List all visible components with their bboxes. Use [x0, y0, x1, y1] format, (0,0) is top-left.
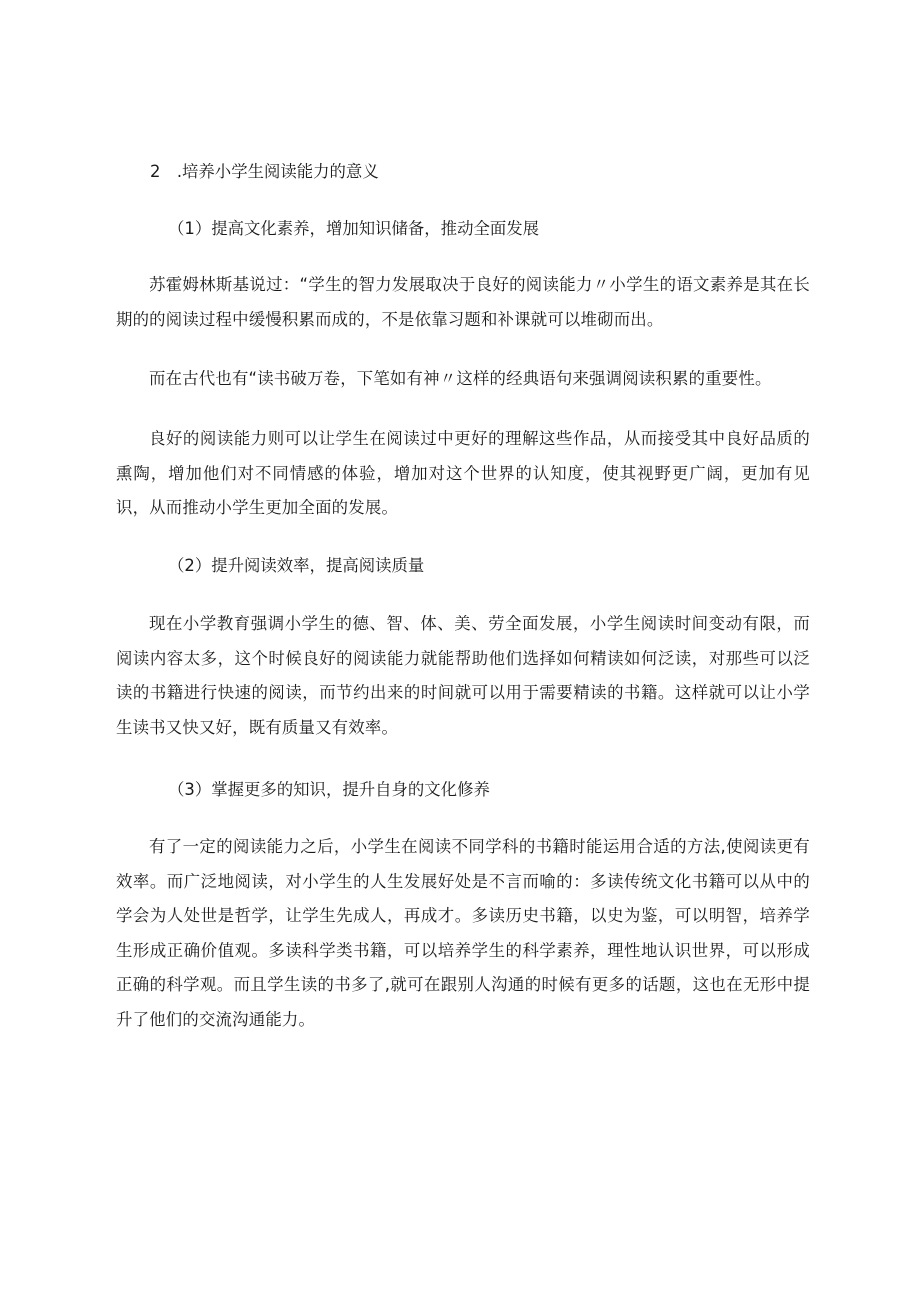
paragraph-1-2: 而在古代也有“读书破万卷，下笔如有神〃这样的经典语句来强调阅读积累的重要性。 — [149, 369, 772, 388]
subsection-heading-1: （1）提高文化素养，增加知识储备，推动全面发展 — [168, 219, 540, 238]
subsection-heading-2: （2）提升阅读效率，提高阅读质量 — [168, 556, 425, 575]
section-title: 2 .培养小学生阅读能力的意义 — [150, 162, 379, 181]
paragraph-2-1: 现在小学教育强调小学生的德、智、体、美、劳全面发展，小学生阅读时间变动有限，而阅读内容太多，这个时候良好的阅读能力就能帮助他们选择如何精读如何泛读，对那些可以泛读的书籍进行快速的阅读，而节约出来的时间就可以用于需要精读的书籍。这样就可以让小学生读书又快又好，既有质量又有效率。 — [116, 614, 810, 737]
paragraph-1-1: 苏霍姆林斯基说过：“学生的智力发展取决于良好的阅读能力〃小学生的语文素养是其在长期的的阅读过程中缓慢积累而成的，不是依靠习题和补课就可以堆砌而出。 — [116, 275, 810, 329]
paragraph-1-3: 良好的阅读能力则可以让学生在阅读过中更好的理解这些作品，从而接受其中良好品质的熏陶，增加他们对不同情感的体验，增加对这个世界的认知度，使其视野更广阔，更加有见识，从而推动小学生更加全面的发展。 — [116, 429, 810, 517]
paragraph-3-1: 有了一定的阅读能力之后，小学生在阅读不同学科的书籍时能运用合适的方法,使阅读更有效率。而广泛地阅读，对小学生的人生发展好处是不言而喻的：多读传统文化书籍可以从中的学会为人处世是哲学，让学生先成人，再成才。多读历史书籍，以史为鉴，可以明智，培养学生形成正确价值观。多读科学类书籍，可以培养学生的科学素养，理性地认识世界，可以形成正确的科学观。而且学生读的书多了,就可在跟别人沟通的时候有更多的话题，这也在无形中提升了他们的交流沟通能力。 — [116, 837, 810, 1029]
subsection-heading-3: （3）掌握更多的知识，提升自身的文化修养 — [168, 780, 490, 799]
